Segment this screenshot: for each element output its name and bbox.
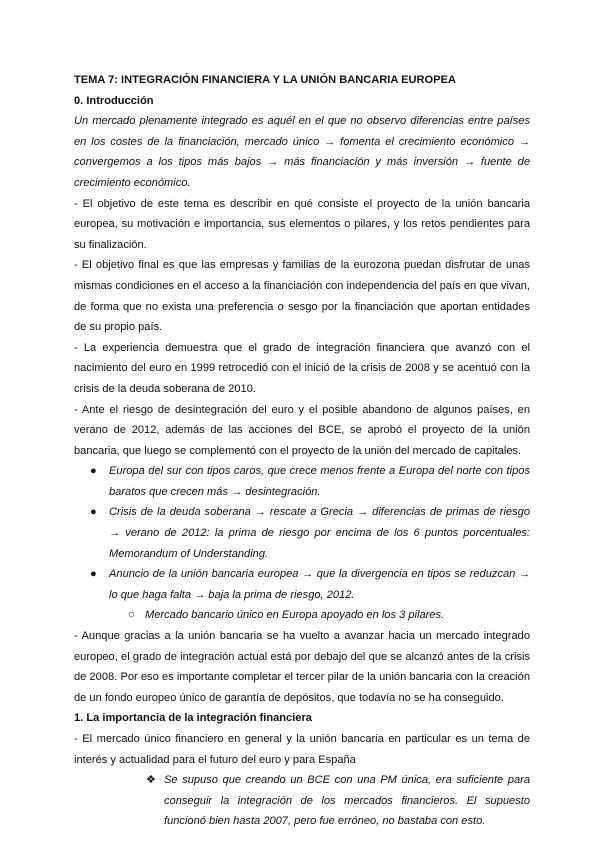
list-item-text: Crisis de la deuda soberana → rescate a Grecia → diferencias de primas de riesgo → verano de 2012: la prima de riesgo por encima de los 6 puntos porcentuales: Memorandum of Understanding. — [109, 506, 530, 560]
list-item-text: Anuncio de la unión bancaria europea → que la divergencia en tipos se reduzcan → lo que haga falta → baja la prima de riesgo, 2012. — [109, 568, 530, 601]
sub-list-item-text: Mercado bancario único en Europa apoyado en los 3 pilares. — [145, 609, 445, 622]
section-heading-introduccion: 0. Introducción — [74, 94, 154, 107]
paragraph-mercado-unico: - El mercado único financiero en general y la unión bancaria en particular es un tema de interés y actualidad para el futuro del euro y para España — [74, 733, 530, 766]
bullet-icon: ● — [90, 465, 97, 478]
paragraph-riesgo: - Ante el riesgo de desintegración del euro y el posible abandono de algunos países, en verano de 2012, además de las acciones del BCE, se aprobó el proyecto de la unión bancaria, que luego se complementó con el proyecto de la unión del mercado de capitales. — [74, 403, 530, 457]
paragraph-experiencia: - La experiencia demuestra que el grado de integración financiera que avanzó con el nacimiento del euro en 1999 retrocedió con el inició de la crisis de 2008 y se acentuó con la crisis de la deuda soberana de 2010. — [74, 341, 530, 395]
list-item — [74, 461, 530, 502]
diamond-list-item-text: Se supuso que creando un BCE con una PM única, era suficiente para conseguir la integración de los mercados financieros. El supuesto funcionó bien hasta 2007, pero fue erróneo, no bastaba con esto. — [164, 774, 530, 828]
intro-paragraph: Un mercado plenamente integrado es aquél en el que no observo diferencias entre países en los costes de la financiación, mercado único → fomenta el crecimiento económico → convergemos a los tipos más bajos → más financiación y más inversión → fuente de crecimiento económico. — [74, 115, 530, 189]
diamond-list-item — [74, 770, 530, 832]
section-heading-importancia: 1. La importancia de la integración financiera — [74, 712, 312, 725]
paragraph-objetivo: - El objetivo de este tema es describir en qué consiste el proyecto de la unión bancaria europea, su motivación e importancia, sus elementos o pilares, y los retos pendientes para su finalización. — [74, 197, 530, 251]
document-page — [74, 70, 530, 832]
paragraph-closing: - Aunque gracias a la unión bancaria se ha vuelto a avanzar hacia un mercado integrado europeo, el grado de integración actual está por debajo del que se alcanzó antes de la crisis de 2008. Por eso es importante completar el tercer pilar de la unión bancaria con la creación de un fondo europeo único de garantía de depósitos, que todavía no se ha conseguido. — [74, 630, 530, 704]
list-item-text: Europa del sur con tipos caros, que crece menos frente a Europa del norte con tipos baratos que crecen más → desintegración. — [109, 465, 530, 498]
bullet-icon: ● — [90, 506, 97, 519]
bullet-icon: ● — [90, 568, 97, 581]
paragraph-objetivo-final: - El objetivo final es que las empresas y familias de la eurozona puedan disfrutar de unas mismas condiciones en el acceso a la financiación con independencia del país en que vivan, de forma que no exista una preferencia o sesgo por la financiación que aportan entidades de su propio país. — [74, 259, 530, 334]
list-item — [74, 502, 530, 564]
list-item — [74, 564, 530, 605]
diamond-bullet-icon: ❖ — [146, 774, 156, 787]
circle-bullet-icon: ○ — [128, 609, 135, 622]
bullet-list — [74, 461, 530, 605]
document-title: TEMA 7: INTEGRACIÓN FINANCIERA Y LA UNIÓN BANCARIA EUROPEA — [74, 74, 456, 86]
sub-list-item — [74, 605, 530, 626]
